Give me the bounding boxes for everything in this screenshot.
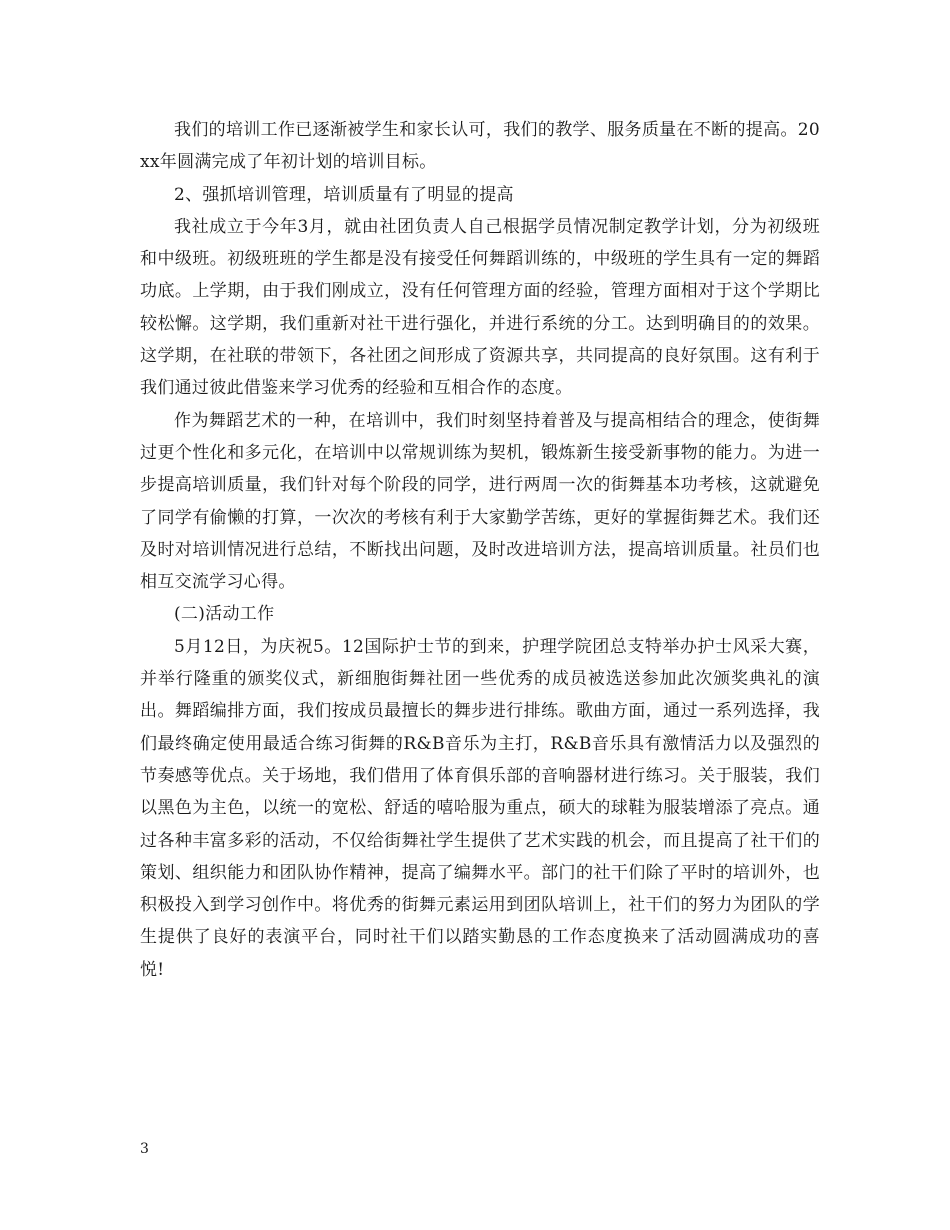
- paragraph-club-founding: 我社成立于今年3月，就由社团负责人自己根据学员情况制定教学计划，分为初级班和中级班。初级班班的学生都是没有接受任何舞蹈训练的，中级班的学生具有一定的舞蹈功底。上学期，由于我们刚成立，没有任何管理方面的经验，管理方面相对于这个学期比较松懈。这学期，我们重新对社干进行强化，并进行系统的分工。达到明确目的的效果。这学期，在社联的带领下，各社团之间形成了资源共享，共同提高的良好氛围。这有利于我们通过彼此借鉴来学习优秀的经验和互相合作的态度。: [140, 216, 820, 399]
- section-heading-activities: (二)活动工作: [174, 604, 275, 625]
- section-heading-training-management: 2、强抓培训管理，培训质量有了明显的提高: [174, 184, 514, 205]
- paragraph-training-recognition: 我们的培训工作已逐渐被学生和家长认可，我们的教学、服务质量在不断的提高。20xx年圆满完成了年初计划的培训目标。: [140, 120, 820, 173]
- page-number: 3: [140, 1141, 149, 1157]
- paragraph-nurses-day-event: 5月12日，为庆祝5。12国际护士节的到来，护理学院团总支特举办护士风采大赛，并举行隆重的颁奖仪式，新细胞街舞社团一些优秀的成员被选送参加此次颁奖典礼的演出。舞蹈编排方面，我们按成员最擅长的舞步进行排练。歌曲方面，通过一系列选择，我们最终确定使用最适合练习街舞的R&B音乐为主打，R&B音乐具有激情活力以及强烈的节奏感等优点。关于场地，我们借用了体育俱乐部的音响器材进行练习。关于服装，我们以黑色为主色，以统一的宽松、舒适的嘻哈服为重点，硕大的球鞋为服装增添了亮点。通过各种丰富多彩的活动，不仅给街舞社学生提供了艺术实践的机会，而且提高了社干们的策划、组织能力和团队协作精神，提高了编舞水平。部门的社干们除了平时的培训外，也积极投入到学习创作中。将优秀的街舞元素运用到团队培训上，社干们的努力为团队的学生提供了良好的表演平台，同时社干们以踏实勤恳的工作态度换来了活动圆满成功的喜悦!: [140, 636, 820, 980]
- document-body: [140, 114, 820, 986]
- paragraph-dance-art-training: 作为舞蹈艺术的一种，在培训中，我们时刻坚持着普及与提高相结合的理念，使街舞过更个性化和多元化，在培训中以常规训练为契机，锻炼新生接受新事物的能力。为进一步提高培训质量，我们针对每个阶段的同学，进行两周一次的街舞基本功考核，这就避免了同学有偷懒的打算，一次次的考核有利于大家勤学苦练，更好的掌握街舞艺术。我们还及时对培训情况进行总结，不断找出问题，及时改进培训方法，提高培训质量。社员们也相互交流学习心得。: [140, 410, 820, 593]
